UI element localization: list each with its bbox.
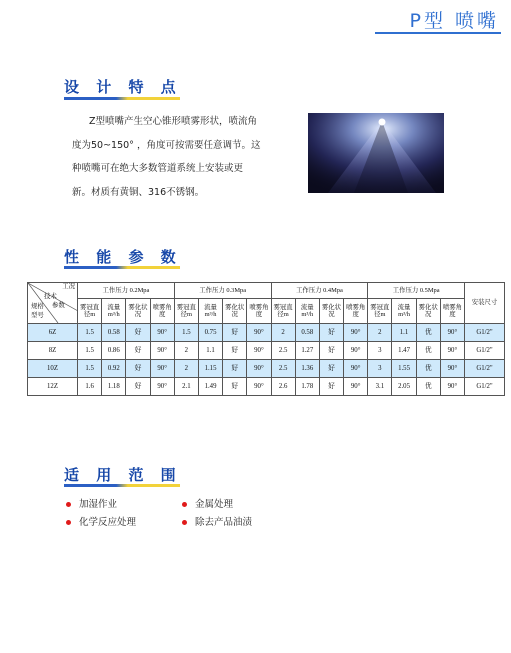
value-cell: 90° <box>344 324 368 342</box>
bullet-icon <box>66 520 71 525</box>
value-cell: 好 <box>223 360 247 378</box>
corner-label-spec: 规格 <box>31 303 44 310</box>
application-item <box>66 496 117 510</box>
desc-line: 种喷嘴可在绝大多数管道系统上安装或更 <box>72 163 244 174</box>
value-cell: 90° <box>440 360 464 378</box>
value-cell: 3 <box>368 342 392 360</box>
application-heading-bar <box>64 484 180 487</box>
install-size-cell: G1/2" <box>465 324 505 342</box>
corner-label-condition: 工况 <box>62 283 75 290</box>
value-cell: 1.78 <box>295 378 319 396</box>
install-size-cell: G1/2" <box>465 342 505 360</box>
spray-photo <box>308 113 444 193</box>
subheader-cell: 喷雾角度 <box>247 299 271 324</box>
application-heading: 适 用 范 围 <box>64 466 182 484</box>
design-description <box>72 110 304 204</box>
value-cell: 0.86 <box>102 342 126 360</box>
application-item <box>182 514 252 528</box>
subheader-cell: 雾化状况 <box>223 299 247 324</box>
value-cell: 好 <box>319 342 343 360</box>
performance-heading-bar <box>64 266 180 269</box>
value-cell: 90° <box>344 378 368 396</box>
application-item <box>182 496 233 510</box>
model-cell: 6Z <box>28 324 78 342</box>
value-cell: 好 <box>223 342 247 360</box>
subheader-cell: 雾化状况 <box>416 299 440 324</box>
value-cell: 优 <box>416 360 440 378</box>
value-cell: 好 <box>319 378 343 396</box>
value-cell: 90° <box>344 342 368 360</box>
subheader-cell: 喷雾角度 <box>150 299 174 324</box>
subheader-cell: 流量m³/h <box>392 299 416 324</box>
install-size-cell: G1/2" <box>465 378 505 396</box>
application-item <box>66 514 136 528</box>
value-cell: 90° <box>440 378 464 396</box>
desc-line: Z型喷嘴产生空心锥形喷雾形状，喷流角 <box>89 116 258 127</box>
value-cell: 3 <box>368 360 392 378</box>
value-cell: 2.1 <box>174 378 198 396</box>
value-cell: 0.75 <box>198 324 222 342</box>
value-cell: 3.1 <box>368 378 392 396</box>
pressure-header: 工作压力 0.5Mpa <box>368 283 465 299</box>
value-cell: 1.5 <box>78 324 102 342</box>
value-cell: 2 <box>368 324 392 342</box>
subheader-cell: 雾冠直径m <box>78 299 102 324</box>
value-cell: 好 <box>223 324 247 342</box>
subheader-cell: 雾冠直径m <box>271 299 295 324</box>
value-cell: 0.58 <box>295 324 319 342</box>
value-cell: 1.15 <box>198 360 222 378</box>
table-row <box>28 324 505 342</box>
subheader-cell: 雾冠直径m <box>174 299 198 324</box>
value-cell: 好 <box>319 324 343 342</box>
value-cell: 2 <box>174 360 198 378</box>
desc-line: 新。材质有黄铜、316不锈钢。 <box>72 186 205 198</box>
value-cell: 90° <box>247 360 271 378</box>
model-cell: 8Z <box>28 342 78 360</box>
subheader-cell: 流量m³/h <box>198 299 222 324</box>
value-cell: 1.1 <box>198 342 222 360</box>
value-cell: 2.05 <box>392 378 416 396</box>
table-row <box>28 360 505 378</box>
corner-label-param: 参数 <box>52 302 65 309</box>
value-cell: 好 <box>126 324 150 342</box>
subheader-cell: 流量m³/h <box>295 299 319 324</box>
bullet-icon <box>182 520 187 525</box>
value-cell: 1.47 <box>392 342 416 360</box>
desc-line: 度为50~150° ，角度可按需要任意调节。这 <box>72 139 261 151</box>
value-cell: 90° <box>150 360 174 378</box>
spray-cone-image <box>308 113 444 193</box>
table-row <box>28 342 505 360</box>
performance-table <box>27 282 505 396</box>
corner-label-model: 型号 <box>31 312 44 319</box>
design-heading: 设 计 特 点 <box>64 78 182 96</box>
value-cell: 1.18 <box>102 378 126 396</box>
value-cell: 好 <box>126 378 150 396</box>
value-cell: 90° <box>440 324 464 342</box>
page-title: P型 喷嘴 <box>409 10 499 32</box>
table-body <box>28 324 505 396</box>
value-cell: 1.5 <box>78 342 102 360</box>
value-cell: 90° <box>247 378 271 396</box>
value-cell: 好 <box>126 342 150 360</box>
subheader-cell: 流量m³/h <box>102 299 126 324</box>
subheader-cell: 雾化状况 <box>319 299 343 324</box>
value-cell: 2.6 <box>271 378 295 396</box>
value-cell: 好 <box>126 360 150 378</box>
value-cell: 90° <box>150 342 174 360</box>
value-cell: 1.6 <box>78 378 102 396</box>
subheader-cell: 雾冠直径m <box>368 299 392 324</box>
value-cell: 优 <box>416 324 440 342</box>
value-cell: 2.5 <box>271 342 295 360</box>
bullet-icon <box>66 502 71 507</box>
install-size-cell: G1/2" <box>465 360 505 378</box>
value-cell: 1.5 <box>78 360 102 378</box>
application-label: 加湿作业 <box>79 499 118 510</box>
application-label: 金属处理 <box>195 499 234 510</box>
corner-label-tech: 技术 <box>44 293 57 300</box>
value-cell: 1.1 <box>392 324 416 342</box>
value-cell: 优 <box>416 378 440 396</box>
value-cell: 2 <box>271 324 295 342</box>
value-cell: 1.55 <box>392 360 416 378</box>
design-heading-bar <box>64 97 180 100</box>
table-row <box>28 378 505 396</box>
value-cell: 90° <box>247 324 271 342</box>
subheader-cell: 喷雾角度 <box>344 299 368 324</box>
value-cell: 好 <box>223 378 247 396</box>
subheader-cell: 喷雾角度 <box>440 299 464 324</box>
subheader-cell: 雾化状况 <box>126 299 150 324</box>
value-cell: 0.92 <box>102 360 126 378</box>
pressure-header: 工作压力 0.4Mpa <box>271 283 368 299</box>
value-cell: 1.5 <box>174 324 198 342</box>
table-corner-cell <box>28 283 78 324</box>
value-cell: 90° <box>440 342 464 360</box>
application-label: 除去产品油渍 <box>195 517 253 528</box>
model-cell: 10Z <box>28 360 78 378</box>
pressure-header: 工作压力 0.2Mpa <box>78 283 175 299</box>
value-cell: 好 <box>319 360 343 378</box>
install-size-header: 安装尺寸 <box>465 283 505 324</box>
value-cell: 90° <box>150 324 174 342</box>
model-cell: 12Z <box>28 378 78 396</box>
value-cell: 1.49 <box>198 378 222 396</box>
value-cell: 1.36 <box>295 360 319 378</box>
subheader-row <box>28 299 505 324</box>
value-cell: 0.58 <box>102 324 126 342</box>
value-cell: 2.5 <box>271 360 295 378</box>
value-cell: 2 <box>174 342 198 360</box>
performance-heading: 性 能 参 数 <box>64 248 182 266</box>
value-cell: 90° <box>247 342 271 360</box>
bullet-icon <box>182 502 187 507</box>
value-cell: 1.27 <box>295 342 319 360</box>
value-cell: 优 <box>416 342 440 360</box>
application-label: 化学反应处理 <box>79 517 137 528</box>
value-cell: 90° <box>150 378 174 396</box>
value-cell: 90° <box>344 360 368 378</box>
title-underline <box>375 32 501 34</box>
pressure-header: 工作压力 0.3Mpa <box>174 283 271 299</box>
